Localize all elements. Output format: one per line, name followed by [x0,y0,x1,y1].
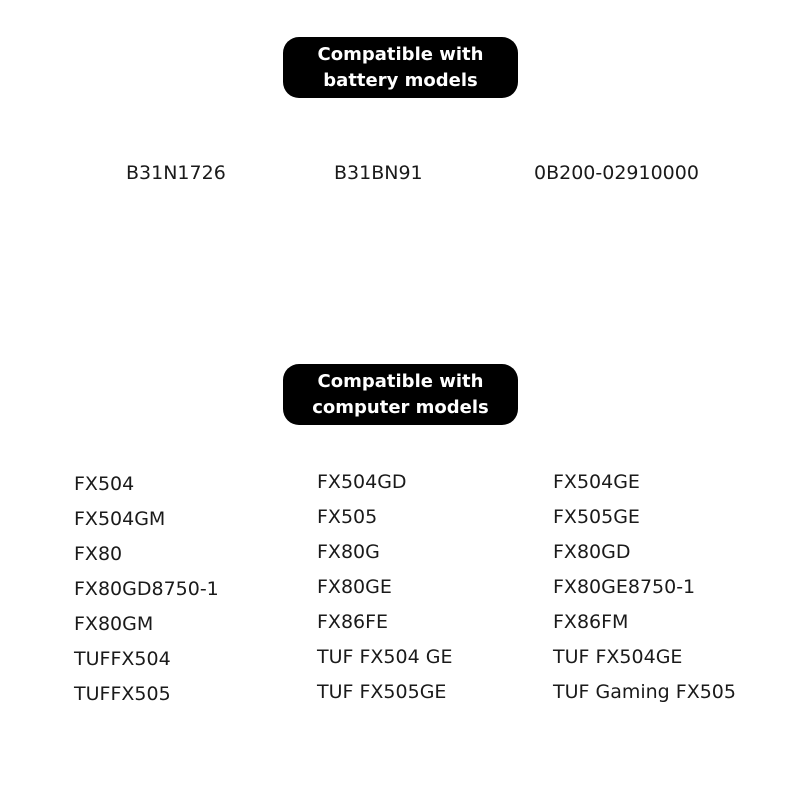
computer-model: TUF FX504GE [553,646,683,668]
computer-model: FX80GD [553,541,631,563]
computer-model: FX505GE [553,506,640,528]
computer-model: TUF FX504 GE [317,646,453,668]
battery-heading-line1: Compatible with [317,43,484,65]
battery-model: B31N1726 [126,162,226,184]
computer-model: FX80G [317,541,380,563]
computer-model: FX80GE [317,576,392,598]
computer-model: TUFFX505 [74,683,171,705]
computer-heading-line2: computer models [312,396,489,418]
computer-model-column [317,468,452,713]
computer-model-column [553,468,736,713]
computer-model: FX505 [317,506,378,528]
battery-heading-line2: battery models [323,69,478,91]
battery-models-heading [283,37,518,98]
computer-model: FX80 [74,543,123,565]
battery-model: B31BN91 [334,162,423,184]
computer-model: FX80GM [74,613,154,635]
computer-model: TUFFX504 [74,648,171,670]
computer-model: TUF FX505GE [317,681,447,703]
computer-model: FX86FE [317,611,389,633]
computer-model: FX86FM [553,611,629,633]
computer-model: FX504 [74,473,135,495]
computer-models-heading [283,364,518,425]
computer-model: FX504GD [317,471,407,493]
computer-model: FX80GE8750-1 [553,576,696,598]
computer-model: TUF Gaming FX505 [553,681,736,703]
computer-model: FX80GD8750-1 [74,578,219,600]
computer-model-column [74,470,219,715]
computer-model: FX504GE [553,471,640,493]
battery-model: 0B200-02910000 [534,162,699,184]
computer-model: FX504GM [74,508,166,530]
computer-heading-line1: Compatible with [317,370,484,392]
